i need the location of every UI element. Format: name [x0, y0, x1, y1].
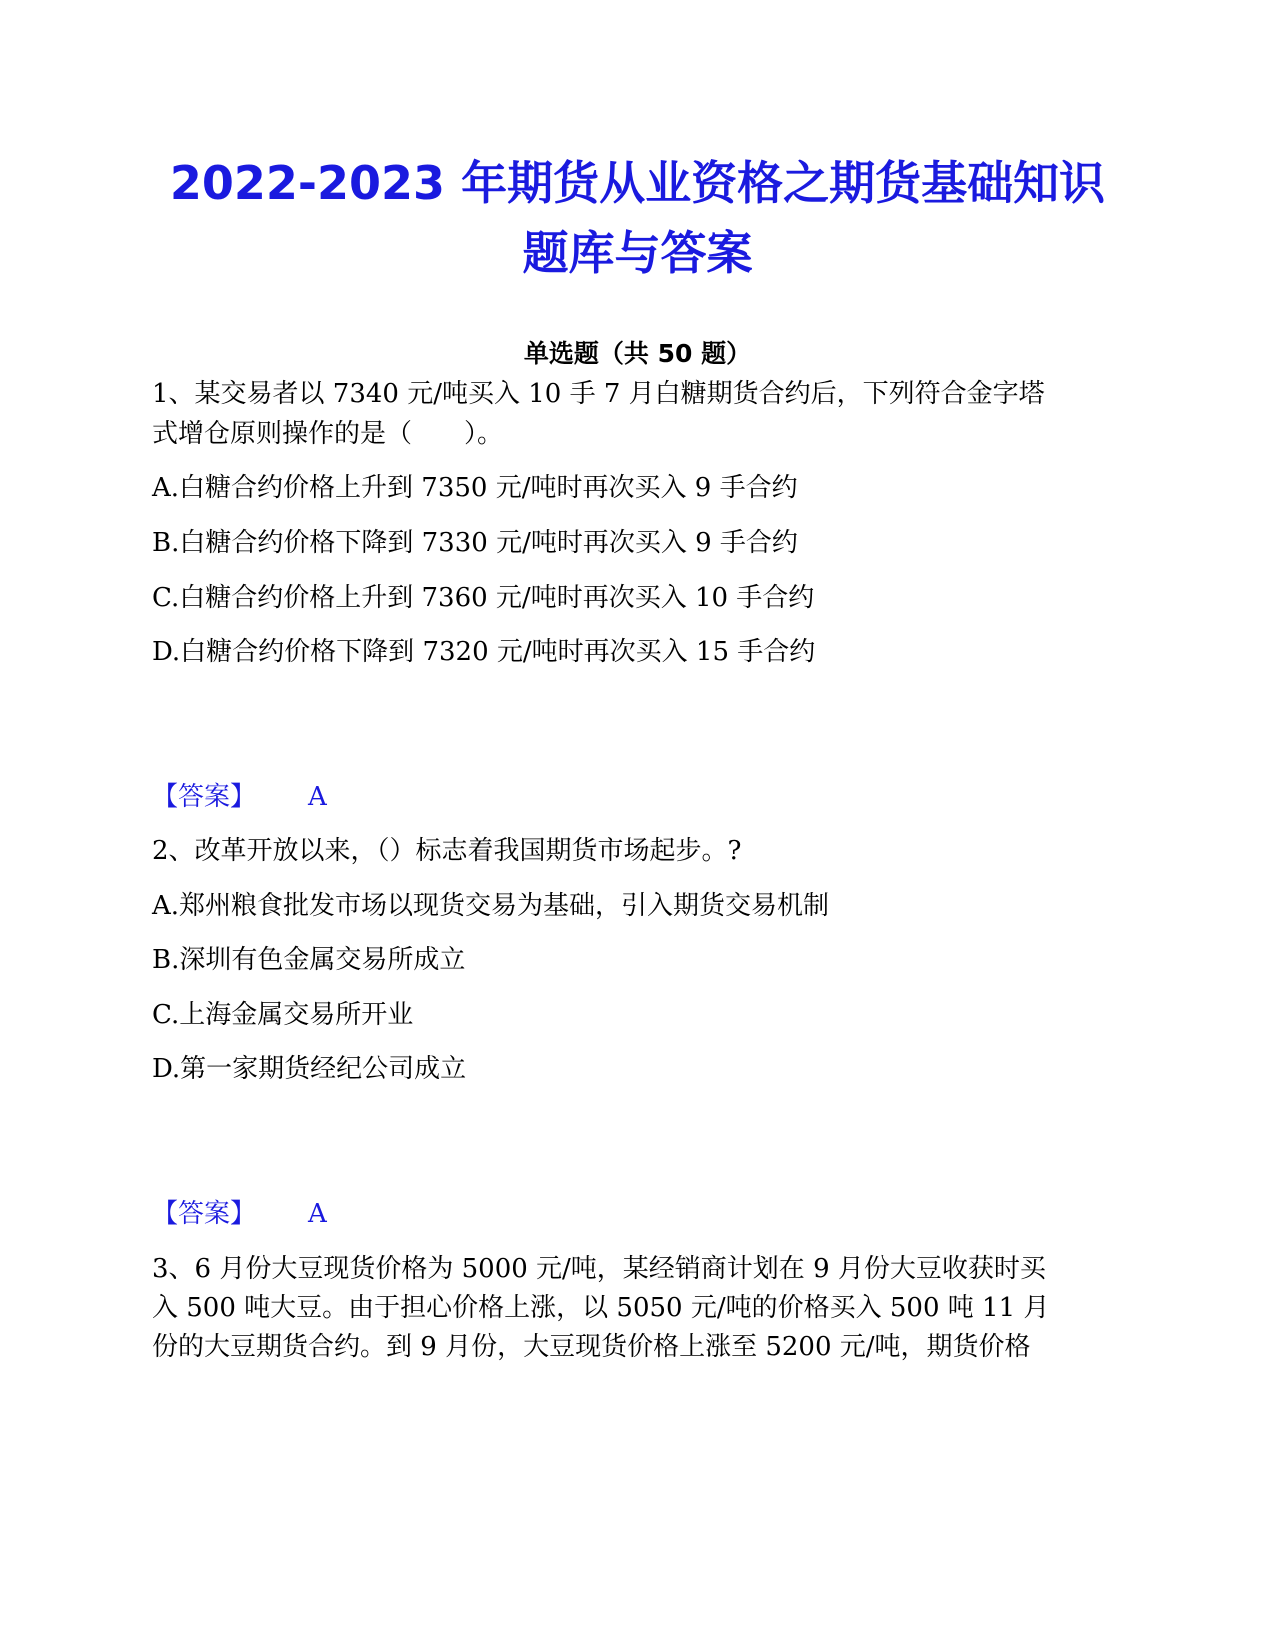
question-3-stem-line-3: 份的大豆期货合约。到 9 月份，大豆现货价格上涨至 5200 元/吨，期货价格	[152, 1332, 1031, 1362]
question-3-stem-line-2: 入 500 吨大豆。由于担心价格上涨，以 5050 元/吨的价格买入 500 吨 11 月	[152, 1293, 1050, 1323]
question-3-stem-line-1: 3、6 月份大豆现货价格为 5000 元/吨，某经销商计划在 9 月份大豆收获时买	[152, 1254, 1046, 1284]
answer-label: 【答案】	[152, 782, 257, 812]
question-1-stem-line-1: 1、某交易者以 7340 元/吨买入 10 手 7 月白糖期货合约后，下列符合金字塔	[152, 379, 1045, 409]
question-2-option-d: D.第一家期货经纪公司成立	[152, 1054, 467, 1084]
section-heading: 单选题（共 50 题）	[523, 339, 752, 368]
question-2-option-c: C.上海金属交易所开业	[152, 1000, 414, 1030]
answer-value: A	[308, 782, 327, 812]
title-line-2: 题库与答案	[522, 226, 753, 280]
question-1-answer	[152, 779, 327, 815]
question-2-option-a: A.郑州粮食批发市场以现货交易为基础，引入期货交易机制	[152, 891, 830, 921]
question-1-option-d: D.白糖合约价格下降到 7320 元/吨时再次买入 15 手合约	[152, 637, 816, 667]
title-line-1: 2022-2023 年期货从业资格之期货基础知识	[169, 156, 1106, 210]
question-2-stem: 2、改革开放以来，（）标志着我国期货市场起步。?	[152, 836, 742, 866]
question-2-answer	[152, 1196, 327, 1232]
question-1-option-a: A.白糖合约价格上升到 7350 元/吨时再次买入 9 手合约	[152, 473, 798, 503]
question-1-stem-line-2: 式增仓原则操作的是（ ）。	[152, 419, 504, 449]
question-1-option-c: C.白糖合约价格上升到 7360 元/吨时再次买入 10 手合约	[152, 583, 815, 613]
answer-value: A	[308, 1199, 327, 1229]
question-2-option-b: B.深圳有色金属交易所成立	[152, 945, 466, 975]
document-title	[100, 148, 1175, 288]
answer-label: 【答案】	[152, 1199, 257, 1229]
question-1-option-b: B.白糖合约价格下降到 7330 元/吨时再次买入 9 手合约	[152, 528, 798, 558]
